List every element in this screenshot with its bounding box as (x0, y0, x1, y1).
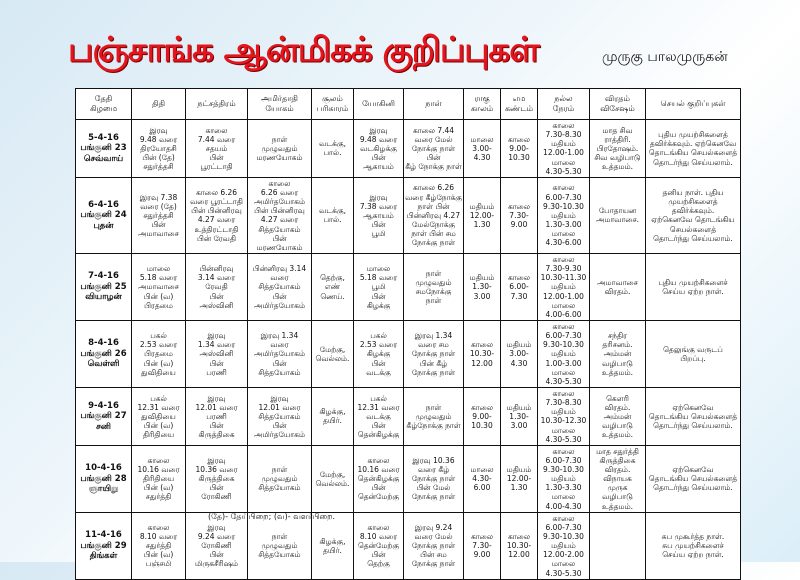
cell-thithi: இரவு 9.48 வரை திரயோதசி பின் (தே) சதுர்த்தசி (132, 120, 186, 178)
cell-naal: காலை 7.44 வரை மேல் நோக்கு நாள் பின் கீழ் நோக்கு நாள் (404, 120, 464, 178)
cell-ema-kandam: மதியம் 12.00- 1.30 (501, 445, 538, 512)
cell-naal: இரவு 9.24 வரை மேல் நோக்கு நாள் பின் சம நோக்கு நாள் (404, 512, 464, 579)
cell-nalla-neram: காலை 7.30-8.30 மதியம் 10.30-12.30 மாலை 4.30-5.30 (538, 387, 590, 445)
header-ema-kandam: எம கண்டம் (501, 89, 538, 120)
cell-nalla-neram: காலை 7.30-9.30 10.30-11.30 மதியம் 12.00-1.00 மாலை 4.00-6.00 (538, 253, 590, 320)
cell-date-day: 6-4-16 பங்குனி 24 புதன் (76, 177, 132, 253)
cell-soolam-pariharam: தெற்கு, எண் ணெய். (312, 253, 354, 320)
header-amirthathi-yogam: அமிர்தாதி யோகம் (248, 89, 312, 120)
cell-naal: நாள் முழுவதும் சமநோக்கு நாள் (404, 253, 464, 320)
cell-ema-kandam: காலை 10.30- 12.00 (501, 512, 538, 579)
cell-ema-kandam: மதியம் 1.30- 3.00 (501, 387, 538, 445)
cell-seyal-kurippugal: புதிய முயற்சிகளைச் செய்ய ஏற்ற நாள். (646, 253, 741, 320)
cell-seyal-kurippugal: சுப முகூர்த்த நாள். சுப முயற்சிகளைச் செய்ய ஏற்ற நாள். (646, 512, 741, 579)
header-soolam-pariharam: சூலம் பரிகாரம் (312, 89, 354, 120)
cell-yogini: மாலை 5.18 வரை பூமி பின் கிழக்கு (354, 253, 404, 320)
cell-soolam-pariharam: வடக்கு, பால். (312, 177, 354, 253)
cell-nakshatra: இரவு 12.01 வரை பரணி பின் கிருத்திகை (186, 387, 248, 445)
cell-date-day: 8-4-16 பங்குனி 26 வெள்ளி (76, 320, 132, 387)
cell-nakshatra: இரவு 10.36 வரை கிருத்திகை பின் ரோகிணி (186, 445, 248, 512)
header-naal: நாள் (404, 89, 464, 120)
cell-soolam-pariharam: கிழக்கு, தயிர். (312, 387, 354, 445)
table-row (76, 387, 741, 445)
cell-naal: இரவு 10.36 வரை கீழ் நோக்கு நாள் பின் மேல் நோக்கு நாள் (404, 445, 464, 512)
cell-viratham: மாத சதுர்த்தி கிருத்திகை விரதம். விநாயக முருக வழிபாடு உத்தமம். (590, 445, 646, 512)
header-rahu-kalam: ராகு காலம் (464, 89, 501, 120)
header-row (76, 89, 741, 120)
cell-rahu-kalam: காலை 10.30- 12.00 (464, 320, 501, 387)
cell-nakshatra: இரவு 9.24 வரை ரோகிணி பின் மிருகசீரிஷம் (186, 512, 248, 579)
cell-ema-kandam: காலை 6.00- 7.30 (501, 253, 538, 320)
cell-rahu-kalam: மாலை 3.00- 4.30 (464, 120, 501, 178)
header-nalla-neram: நல்ல நேரம் (538, 89, 590, 120)
cell-seyal-kurippugal: ஏற்கெனவே தொடங்கிய செயல்களைத் தொடர்ந்து செய்யலாம். (646, 387, 741, 445)
cell-amirthathi-yogam: இரவு 1.34 வரை அமிர்தயோகம் பின் சித்தயோகம் (248, 320, 312, 387)
cell-nalla-neram: காலை 6.00-7.30 9.30-10.30 மதியம் 1.30-3.30 மாலை 4.00-4.30 (538, 445, 590, 512)
table-row (76, 512, 741, 579)
header-nakshatra: நட்சத்திரம் (186, 89, 248, 120)
cell-ema-kandam: மதியம் 3.00- 4.30 (501, 320, 538, 387)
cell-naal: காலை 6.26 வரை கீழ்நோக்கு நாள் பின் பின்னிரவு 4.27 மேல்நோக்கு நாள் பின் சம நோக்கு நாள் (404, 177, 464, 253)
cell-soolam-pariharam: வடக்கு, பால். (312, 120, 354, 178)
author-name: முருகு பாலமுருகன் (602, 49, 728, 65)
table-row (76, 177, 741, 253)
cell-soolam-pariharam: மேற்கு, வெல்லம். (312, 320, 354, 387)
cell-soolam-pariharam: மேற்கு, வெல்லம். (312, 445, 354, 512)
cell-viratham: போதாயன அமாவாசை. (590, 177, 646, 253)
cell-rahu-kalam: மதியம் 1.30- 3.00 (464, 253, 501, 320)
cell-viratham: மாத சிவ ராத்திரி. பிரதோஷம். சிவ வழிபாடு உத்தமம். (590, 120, 646, 178)
cell-seyal-kurippugal: புதிய முயற்சிகளைத் தவிர்க்கவும். ஏற்கெனவே தொடங்கிய செயல்களைத் தொடர்ந்து செய்யலாம். (646, 120, 741, 178)
cell-viratham (590, 512, 646, 579)
cell-soolam-pariharam: கிழக்கு, தயிர். (312, 512, 354, 579)
cell-amirthathi-yogam: நாள் முழுவதும் மரணயோகம் (248, 120, 312, 178)
cell-ema-kandam: காலை 7.30- 9.00 (501, 177, 538, 253)
cell-viratham: அமாவாசை விரதம். (590, 253, 646, 320)
header-viratham: விரதம் விசேஷம் (590, 89, 646, 120)
cell-rahu-kalam: மாலை 4.30- 6.00 (464, 445, 501, 512)
cell-seyal-kurippugal: ஏற்கெனவே தொடங்கிய செயல்களைத் தொடர்ந்து செய்யலாம். (646, 445, 741, 512)
cell-amirthathi-yogam: நாள் முழுவதும் சித்தயோகம் (248, 512, 312, 579)
cell-thithi: காலை 8.10 வரை சதுர்த்தி பின் (வ) பஞ்சமி (132, 512, 186, 579)
cell-naal: இரவு 1.34 வரை சம நோக்கு நாள் பின் கீழ் நோக்கு நாள் (404, 320, 464, 387)
cell-thithi: காலை 10.16 வரை திரிதியை பின் (வ) சதுர்த்தி (132, 445, 186, 512)
cell-yogini: பகல் 12.31 வரை வடக்கு பின் தென்கிழக்கு (354, 387, 404, 445)
footnote: (தே)- தேய்பிறை; (வ)- வளர்பிறை. (208, 512, 336, 521)
table-row (76, 445, 741, 512)
cell-thithi: பகல் 2.53 வரை பிரதமை பின் (வ) துவிதியை (132, 320, 186, 387)
cell-amirthathi-yogam: இரவு 12.01 வரை சித்தயோகம் பின் அமிர்தயோகம் (248, 387, 312, 445)
page-title: பஞ்சாங்க ஆன்மிகக் குறிப்புகள் (68, 30, 539, 70)
header-yogini: யோகினி (354, 89, 404, 120)
panchangam-table (75, 88, 741, 580)
cell-rahu-kalam: காலை 9.00- 10.30 (464, 387, 501, 445)
cell-viratham: சந்திர தரிசனம். அம்மன் வழிபாடு உத்தமம். (590, 320, 646, 387)
cell-nakshatra: இரவு 1.34 வரை அஸ்வினி பின் பரணி (186, 320, 248, 387)
cell-thithi: இரவு 7.38 வரை (தே) சதுர்த்தசி பின் அமாவாசை (132, 177, 186, 253)
table-row (76, 120, 741, 178)
cell-viratham: கௌரி விரதம். அம்மன் வழிபாடு உத்தமம். (590, 387, 646, 445)
cell-yogini: காலை 10.16 வரை தென்கிழக்கு பின் தென்மேற்கு (354, 445, 404, 512)
cell-yogini: பகல் 2.53 வரை கிழக்கு பின் வடக்கு (354, 320, 404, 387)
cell-nalla-neram: காலை 6.00-7.30 9.30-10.30 மதியம் 1.30-3.00 மாலை 4.30-6.00 (538, 177, 590, 253)
cell-date-day: 5-4-16 பங்குனி 23 செவ்வாய் (76, 120, 132, 178)
cell-ema-kandam: காலை 9.00- 10.30 (501, 120, 538, 178)
cell-seyal-kurippugal: தெலுங்கு வருடப் பிறப்பு. (646, 320, 741, 387)
cell-nakshatra: காலை 6.26 வரை பூரட்டாதி பின் பின்னிரவு 4.27 வரை உத்திரட்டாதி பின் ரேவதி (186, 177, 248, 253)
cell-rahu-kalam: காலை 7.30- 9.00 (464, 512, 501, 579)
cell-amirthathi-yogam: பின்னிரவு 3.14 வரை சித்தயோகம் பின் அமிர்தயோகம் (248, 253, 312, 320)
cell-thithi: பகல் 12.31 வரை துவிதியை பின் (வ) திரிதியை (132, 387, 186, 445)
table-row (76, 253, 741, 320)
cell-date-day: 11-4-16 பங்குனி 29 திங்கள் (76, 512, 132, 579)
cell-date-day: 9-4-16 பங்குனி 27 சனி (76, 387, 132, 445)
cell-naal: நாள் முழுவதும் கீழ்நோக்கு நாள் (404, 387, 464, 445)
cell-seyal-kurippugal: தனிய நாள். புதிய முயற்சிகளைத் தவிர்க்கவும். ஏற்கெனவே தொடங்கிய செயல்களைத் தொடர்ந்து செய்யலாம். (646, 177, 741, 253)
cell-yogini: காலை 8.10 வரை தென்மேற்கு பின் தெற்கு (354, 512, 404, 579)
cell-amirthathi-yogam: காலை 6.26 வரை அமிர்தயோகம் பின் பின்னிரவு 4.27 வரை சித்தயோகம் பின் மரணயோகம் (248, 177, 312, 253)
cell-nakshatra: பின்னிரவு 3.14 வரை ரேவதி பின் அஸ்வினி (186, 253, 248, 320)
cell-yogini: இரவு 9.48 வரை வடகிழக்கு பின் ஆகாயம் (354, 120, 404, 178)
cell-thithi: மாலை 5.18 வரை அமாவாசை பின் (வ) பிரதமை (132, 253, 186, 320)
header-thithi: திதி (132, 89, 186, 120)
cell-yogini: இரவு 7.38 வரை ஆகாயம் பின் பூமி (354, 177, 404, 253)
cell-nalla-neram: காலை 7.30-8.30 மதியம் 12.00-1.00 மாலை 4.30-5.30 (538, 120, 590, 178)
cell-date-day: 7-4-16 பங்குனி 25 வியாழன் (76, 253, 132, 320)
cell-rahu-kalam: மதியம் 12.00- 1.30 (464, 177, 501, 253)
header-seyal-kurippugal: செயல் குறிப்புகள் (646, 89, 741, 120)
cell-nakshatra: காலை 7.44 வரை சதயம் பின் பூரட்டாதி (186, 120, 248, 178)
cell-nalla-neram: காலை 6.00-7.30 9.30-10.30 மதியம் 12.00-2.00 மாலை 4.30-5.30 (538, 512, 590, 579)
table-row (76, 320, 741, 387)
header-date-day: தேதி கிழமை (76, 89, 132, 120)
cell-nalla-neram: காலை 6.00-7.30 9.30-10.30 மதியம் 1.00-3.00 மாலை 4.30-5.30 (538, 320, 590, 387)
cell-date-day: 10-4-16 பங்குனி 28 ஞாயிறு (76, 445, 132, 512)
cell-amirthathi-yogam: நாள் முழுவதும் சித்தயோகம் (248, 445, 312, 512)
